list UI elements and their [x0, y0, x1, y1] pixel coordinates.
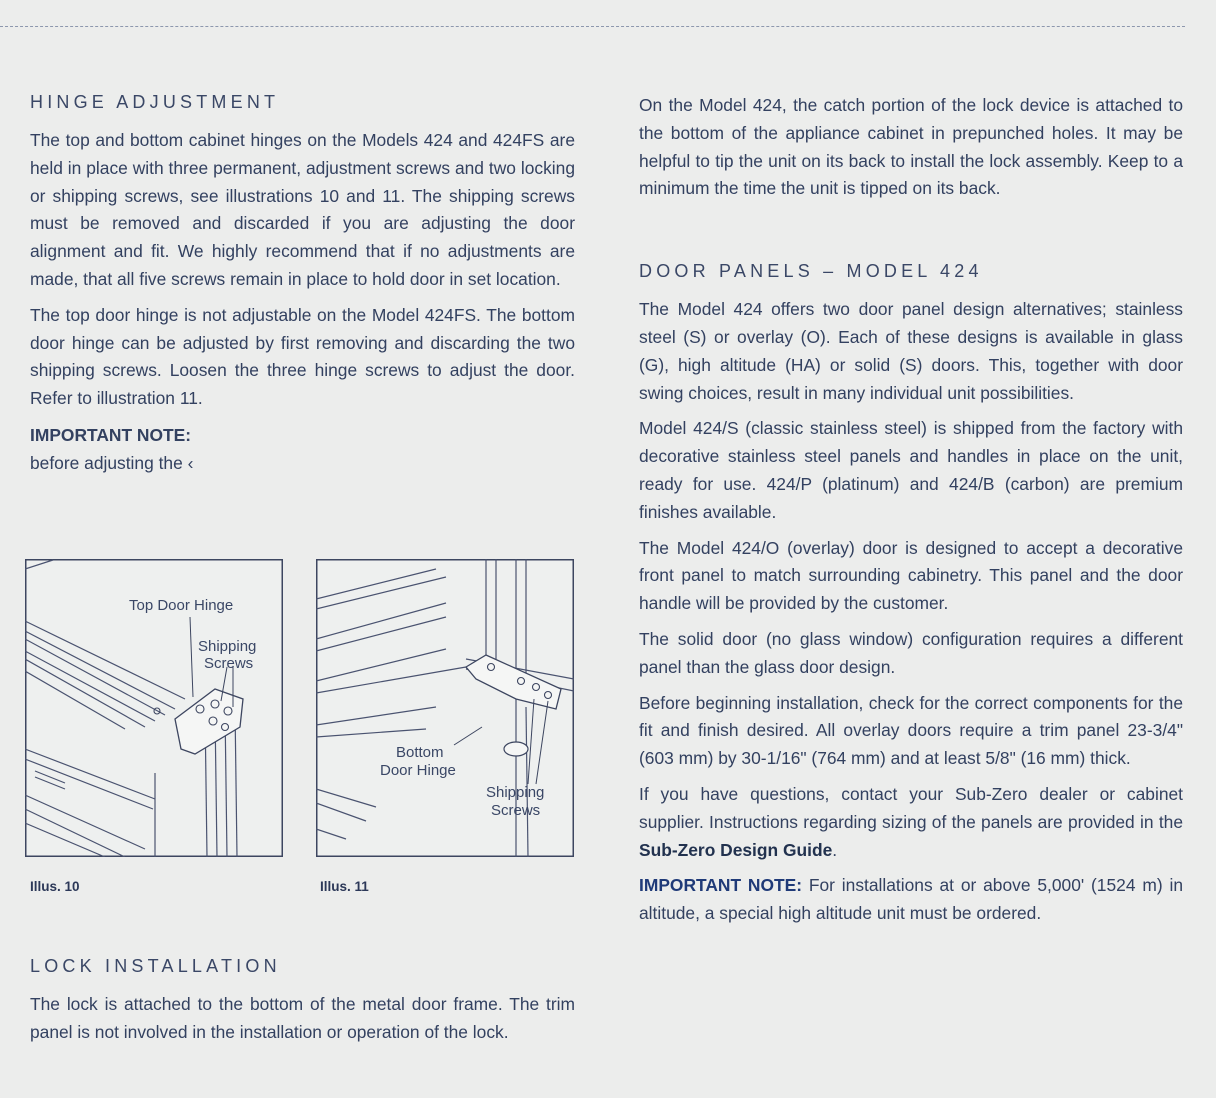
- hinge-note-label: IMPORTANT NOTE:: [30, 424, 192, 445]
- altitude-note-text: For installations at or above 5,000' (1524 m) in altitude, a special high altitude unit must be ordered.: [639, 875, 1183, 924]
- hinge-important-note: [30, 421, 575, 477]
- lock-continued-paragraph: On the Model 424, the catch portion of the lock device is attached to the bottom of the appliance cabinet in prepunched holes. It may be helpful to tip the unit on its back to install the lock assembly. Keep to a minimum the time the unit is tipped on its back.: [639, 95, 1183, 199]
- lock-installation-paragraph: The lock is attached to the bottom of the metal door frame. The trim panel is not involved in the installation or operation of the lock.: [30, 994, 575, 1042]
- right-column: [639, 92, 1183, 936]
- label-door-hinge: Door Hinge: [380, 762, 456, 779]
- illus-11-caption: Illus. 11: [320, 879, 369, 894]
- hinge-paragraph-2: The top door hinge is not adjustable on the Model 424FS. The bottom door hinge can be adjusted by first removing and discarding the two shipping screws. Loosen the three hinge screws to adjust the door. Refer to illustration 11.: [30, 304, 575, 409]
- left-column: [30, 92, 575, 477]
- altitude-important-note: [639, 872, 1183, 928]
- label-shipping-10: Shipping: [198, 638, 257, 655]
- label-bottom: Bottom: [396, 744, 444, 761]
- illustration-10-top-door-hinge: [25, 559, 283, 857]
- door-paragraph-2: Model 424/S (classic stainless steel) is shipped from the factory with decorative stainless steel panels and handles in place on the unit, ready for use. 424/P (platinum) and 424/B (carbon) are premium finishes available.: [639, 418, 1183, 522]
- questions-text: If you have questions, contact your Sub-Zero dealer or cabinet supplier. Instructions regarding sizing of the panels are provided in the: [639, 783, 1183, 832]
- illustration-11-bottom-door-hinge: [316, 559, 574, 857]
- hinge-adjustment-heading: HINGE ADJUSTMENT: [30, 92, 280, 112]
- questions-paragraph: [639, 781, 1183, 864]
- altitude-note-label: IMPORTANT NOTE:: [639, 875, 803, 896]
- lock-installation-section: [30, 956, 575, 1055]
- label-shipping-11: Shipping: [486, 784, 545, 801]
- door-paragraph-4: The solid door (no glass window) configuration requires a different panel than the glass door design.: [639, 628, 1183, 677]
- door-panels-heading: DOOR PANELS – MODEL 424: [639, 261, 983, 282]
- hinge-note-text: before adjusting the ‹: [30, 452, 194, 473]
- label-screws-10: Screws: [204, 655, 254, 672]
- top-divider-line: [0, 26, 1185, 27]
- label-top-door-hinge: Top Door Hinge: [129, 597, 234, 614]
- design-guide-period: .: [832, 839, 838, 860]
- design-guide-name: Sub-Zero Design Guide: [639, 839, 833, 860]
- hinge-paragraph-1: The top and bottom cabinet hinges on the Models 424 and 424FS are held in place with three permanent, adjustment screws and two locking or shipping screws, see illustrations 10 and 11. The shipping screws must be removed and discarded if you are adjusting the door alignment and fit. We highly recommend that if no adjustments are made, that all five screws remain in place to hold door in set location.: [30, 130, 575, 289]
- door-paragraph-3: The Model 424/O (overlay) door is designed to accept a decorative front panel to match surrounding cabinetry. This panel and the door handle will be provided by the customer.: [639, 537, 1183, 614]
- illus-10-caption: Illus. 10: [30, 879, 80, 894]
- door-paragraph-5: Before beginning installation, check for the correct components for the fit and finish desired. All overlay doors require a trim panel 23-3/4" (603 mm) by 30-1/16" (764 mm) and at least 5/8" (16 mm) thick.: [639, 692, 1183, 769]
- label-screws-11: Screws: [491, 802, 541, 819]
- door-paragraph-1: The Model 424 offers two door panel design alternatives; stainless steel (S) or overlay (O). Each of these designs is available in glass (G), high altitude (HA) or solid (S) doors. This, together with door swing choices, result in many individual unit possibilities.: [639, 299, 1183, 403]
- lock-installation-heading: LOCK INSTALLATION: [30, 956, 281, 976]
